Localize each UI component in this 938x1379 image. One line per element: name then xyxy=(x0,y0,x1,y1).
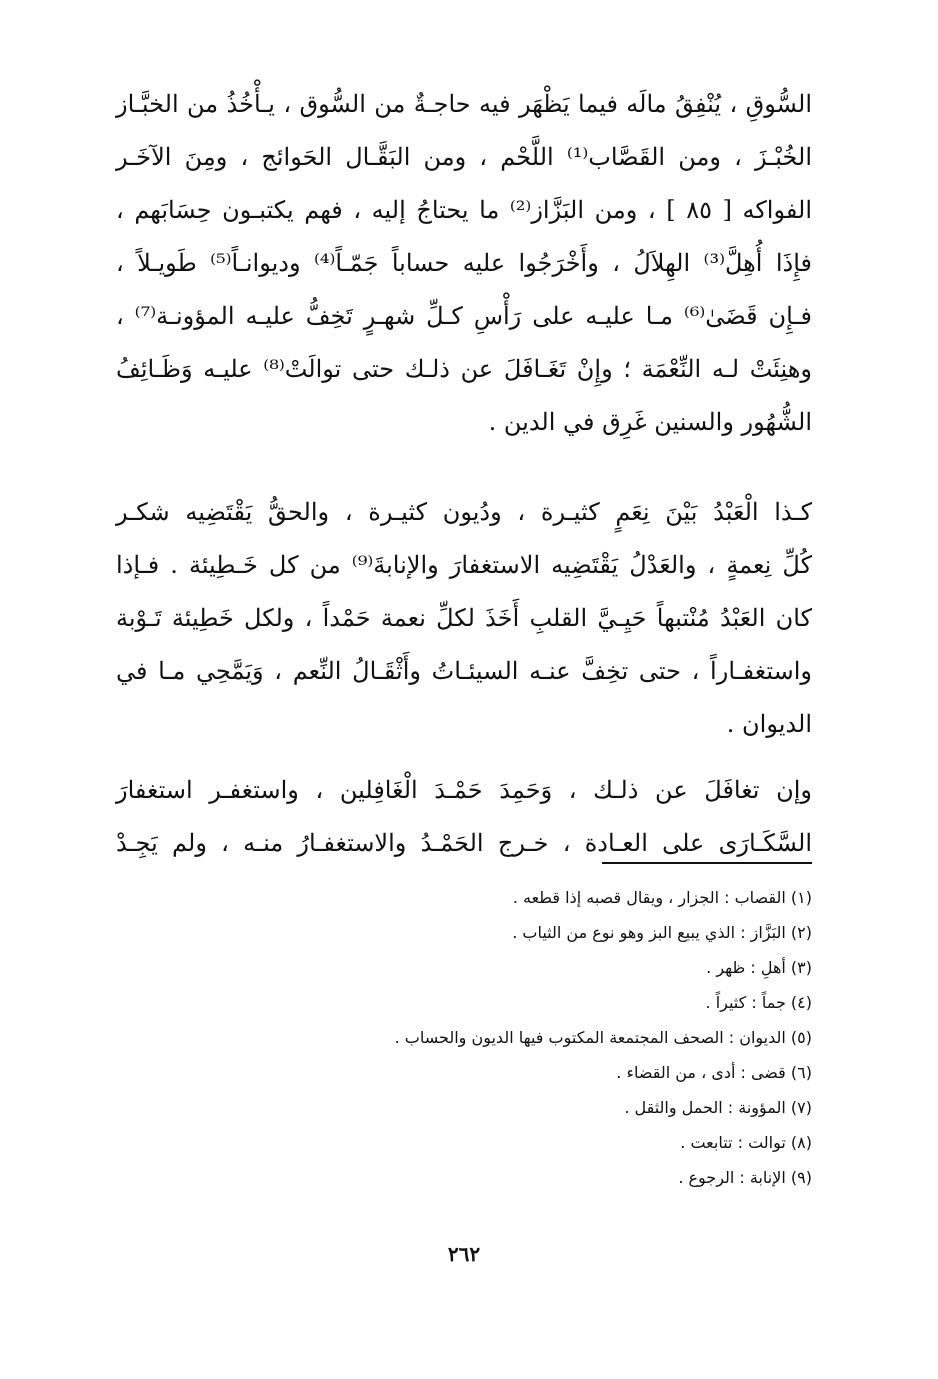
footnote-5: (٥) الديوان : الصحف المجتمعة المكتوب فيها الديون والحساب . xyxy=(394,1028,812,1047)
page-number: ٢٦٢ xyxy=(447,1242,481,1266)
paragraph-1-line: فـإِن قَضَىٰ⁽⁶⁾ مـا عليـه على رَأْسِ كـلِّ شهـرٍ تَخِفُّ عليـه المؤونـة⁽⁷⁾ ، xyxy=(116,302,812,330)
footnotes xyxy=(116,880,812,1195)
footnote-2: (٢) البَزَّاز : الذي يبيع البز وهو نوع من الثياب . xyxy=(512,923,812,942)
footnote-9: (٩) الإنابة : الرجوع . xyxy=(678,1168,812,1187)
paragraph-1-line: فإِذَا أُهِلَّ⁽³⁾ الهِلاَلُ ، وأَخْرَجُوا عليه حساباً جَمّـاً⁽⁴⁾ وديوانـاً⁽⁵⁾ طَويـلاً ، xyxy=(116,249,813,277)
paragraph-2-line: واستغفـاراً ، حتى تخِفَّ عنـه السيئـاتُ وأَثْقَـالُ النِّعم ، وَيَمَّحِي مـا في xyxy=(116,657,812,685)
footnote-6: (٦) قضى : أدى ، من القضاء . xyxy=(616,1063,812,1082)
paragraph-3-line: وإن تغافَلَ عن ذلـك ، وَحَمِدَ حَمْـدَ الْغَافِلين ، واستغفـر استغفارَ xyxy=(116,776,812,804)
footnote-4: (٤) جماً : كثيراً . xyxy=(705,993,812,1012)
paragraph-2-line: كُلِّ نِعمةٍ ، والعَدْلُ يَقْتَضِيه الاستغفارَ والإنابةَ⁽⁹⁾ من كل خَـطِيئة . فـإذا xyxy=(116,551,812,579)
paragraph-3 xyxy=(116,764,812,870)
paragraph-2-line: كـذا الْعَبْدُ بَيْنَ نِعَمٍ كثيـرة ، ودُيون كثيـرة ، والحقُّ يَقْتَضِيه شكـر xyxy=(116,498,812,526)
paragraph-1-line: وهنِئَتْ لـه النِّعْمَة ؛ وإِنْ تَغَـافَلَ عن ذلـك حتى توالَتْ⁽⁸⁾ عليـه وَظَـائِفُ xyxy=(116,355,813,383)
book-page xyxy=(116,78,812,1318)
paragraph-2-line: كان العَبْدُ مُنْتبهاً حَيِـيَّ القلبِ أَخَذَ لكلِّ نعمة حَمْداً ، ولكل خَطِيئة تَـوْبة xyxy=(116,604,812,632)
paragraph-1-line: السُّوقِ ، يُنْفِقُ مالَه فيما يَظْهَر فيه حاجـةٌ من السُّوق ، يـأْخُذُ من الخبَّـاز xyxy=(116,90,812,118)
paragraph-1 xyxy=(116,78,812,449)
paragraph-1-line: الخُبْـزَ ، ومن القَصَّاب⁽¹⁾ اللَّحْم ، ومن البَقَّـال الحَوائج ، ومِنَ الآخَـر xyxy=(116,143,812,171)
footnote-divider xyxy=(602,862,812,864)
footnote-8: (٨) توالت : تتابعت . xyxy=(680,1133,812,1152)
paragraph-2-line: الديوان . xyxy=(726,710,812,738)
paragraph-1-line: الفواكه [ ٨٥ ] ، ومن البَزَّاز⁽²⁾ ما يحتاجُ إليه ، فهم يكتبـون حِسَابَهم ، xyxy=(116,196,812,224)
paragraph-1-line: الشُّهُور والسنين غَرِق في الدين . xyxy=(488,408,812,436)
footnote-3: (٣) أهلِ : ظهر . xyxy=(706,958,812,977)
paragraph-3-line: السَّكَـارَى على العـادة ، خـرج الحَمْـدُ والاستغفـارُ منـه ، ولم يَجِـدْ xyxy=(116,829,812,857)
footnote-7: (٧) المؤونة : الحمل والثقل . xyxy=(624,1098,812,1117)
footnote-1: (١) القصاب : الجزار ، ويقال قصبه إذا قطعه . xyxy=(512,888,812,907)
paragraph-2 xyxy=(116,486,812,751)
